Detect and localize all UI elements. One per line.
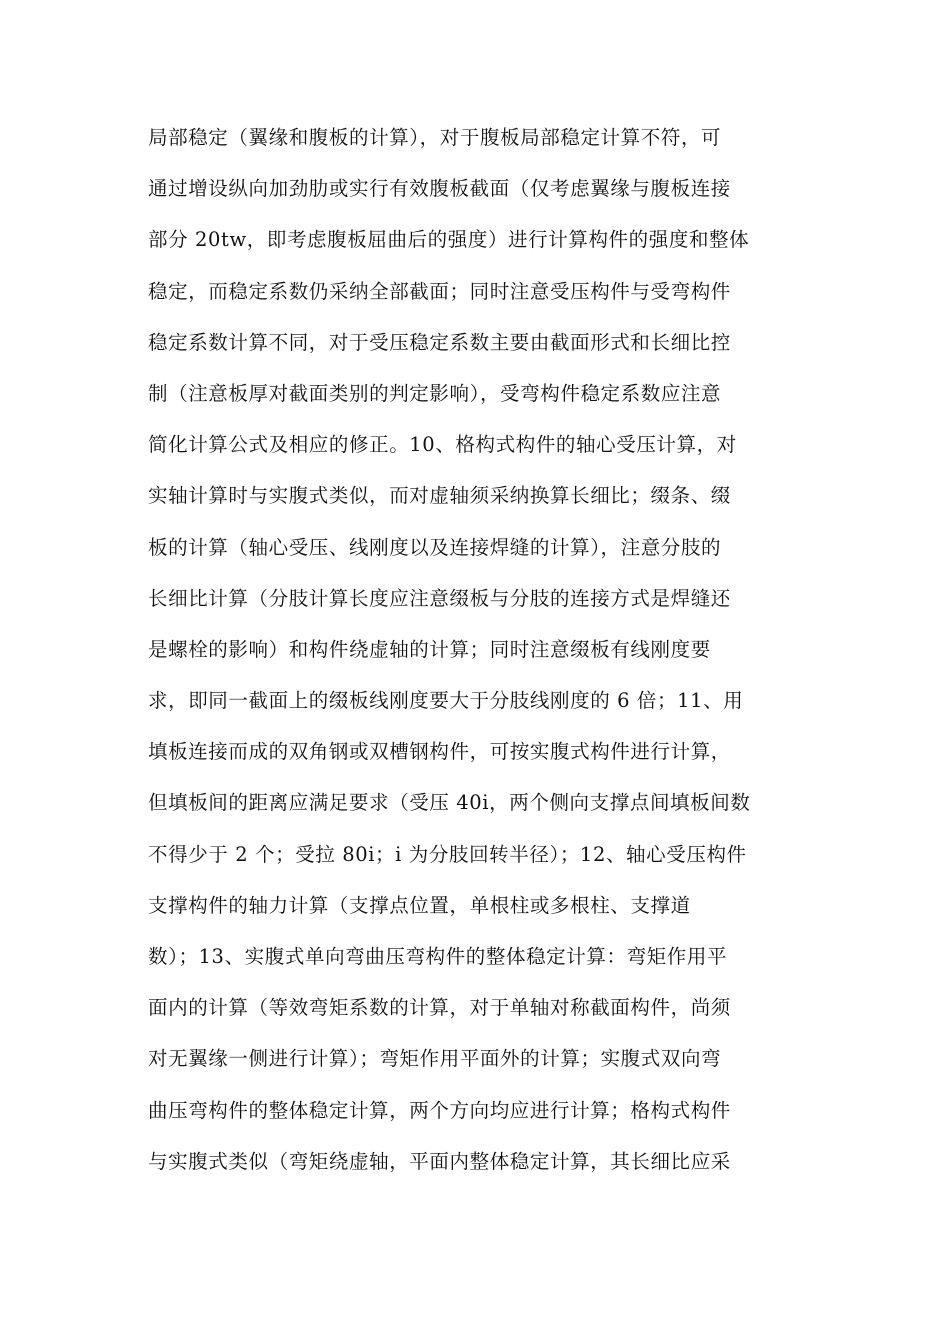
text-line: 长细比计算（分肢计算长度应注意缀板与分肢的连接方式是焊缝还 bbox=[148, 586, 731, 610]
text-line: 稳定，而稳定系数仍采纳全部截面；同时注意受压构件与受弯构件 bbox=[148, 279, 731, 303]
text-line: 实轴计算时与实腹式类似，而对虚轴须采纳换算长细比；缀条、缀 bbox=[148, 484, 731, 508]
text-line: 制（注意板厚对截面类别的判定影响），受弯构件稳定系数应注意 bbox=[148, 381, 722, 405]
text-line: 稳定系数计算不同，对于受压稳定系数主要由截面形式和长细比控 bbox=[148, 330, 731, 354]
text-line: 对无翼缘一侧进行计算）；弯矩作用平面外的计算；实腹式双向弯 bbox=[148, 1047, 722, 1071]
text-line: 但填板间的距离应满足要求（受压 40i，两个侧向支撑点间填板间数 bbox=[148, 791, 751, 815]
body-text bbox=[148, 118, 828, 1193]
text-line: 是螺栓的影响）和构件绕虚轴的计算；同时注意缀板有线刚度要 bbox=[148, 637, 711, 661]
text-line: 不得少于 2 个；受拉 80i；i 为分肢回转半径）；12、轴心受压构件 bbox=[148, 842, 747, 866]
text-line: 曲压弯构件的整体稳定计算，两个方向均应进行计算；格构式构件 bbox=[148, 1098, 731, 1122]
text-line: 通过增设纵向加劲肋或实行有效腹板截面（仅考虑翼缘与腹板连接 bbox=[148, 177, 731, 201]
text-line: 与实腹式类似（弯矩绕虚轴，平面内整体稳定计算，其长细比应采 bbox=[148, 1149, 731, 1173]
text-line: 填板连接而成的双角钢或双槽钢构件，可按实腹式构件进行计算， bbox=[148, 740, 731, 764]
text-line: 部分 20tw，即考虑腹板屈曲后的强度）进行计算构件的强度和整体 bbox=[148, 228, 750, 252]
text-line: 支撑构件的轴力计算（支撑点位置，单根柱或多根柱、支撑道 bbox=[148, 893, 691, 917]
text-line: 面内的计算（等效弯矩系数的计算，对于单轴对称截面构件，尚须 bbox=[148, 996, 731, 1020]
text-line: 简化计算公式及相应的修正。10、格构式构件的轴心受压计算，对 bbox=[148, 433, 737, 457]
text-line: 求，即同一截面上的缀板线刚度要大于分肢线刚度的 6 倍；11、用 bbox=[148, 689, 744, 713]
text-line: 板的计算（轴心受压、线刚度以及连接焊缝的计算），注意分肢的 bbox=[148, 535, 722, 559]
text-line: 局部稳定（翼缘和腹板的计算），对于腹板局部稳定计算不符，可 bbox=[148, 126, 722, 149]
text-line: 数）；13、实腹式单向弯曲压弯构件的整体稳定计算：弯矩作用平 bbox=[148, 945, 728, 968]
